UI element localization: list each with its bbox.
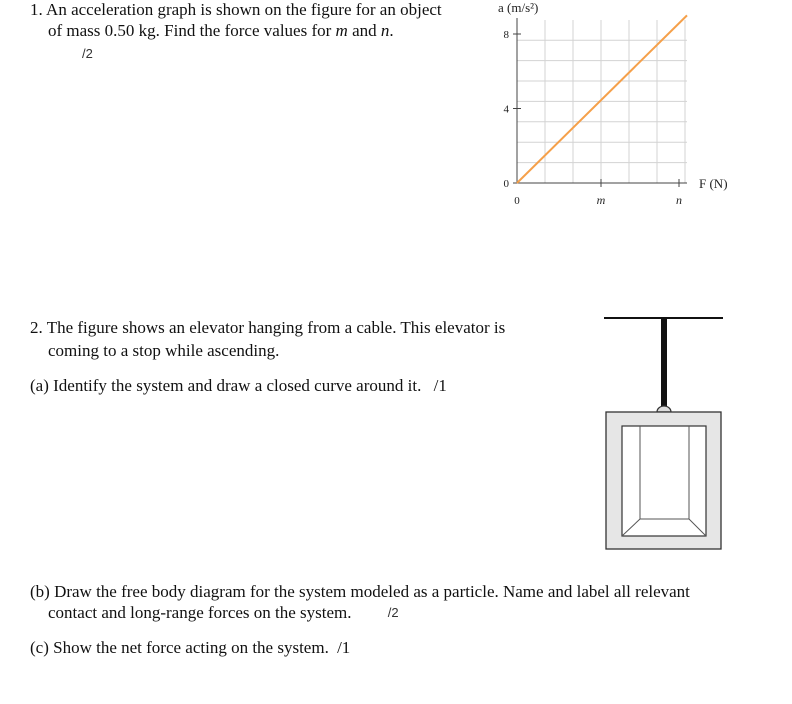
q1-period: . (389, 21, 394, 40)
y-tick-label: 4 (503, 103, 509, 116)
q1-line2 (48, 21, 394, 41)
q1-line1: 1. An acceleration graph is shown on the figure for an object (30, 0, 442, 19)
q2-part-b-line2-text: contact and long-range forces on the system. (48, 603, 352, 622)
q1-marks: /2 (82, 46, 93, 61)
elevator-floor-left (622, 519, 640, 536)
q1-var-n: n (380, 21, 390, 40)
q2-part-c-text: (c) Show the net force acting on the system. (30, 638, 329, 657)
x-tick-label: m (596, 193, 606, 207)
elevator-floor-right (689, 519, 706, 536)
y-axis-label: a (m/s²) (498, 0, 539, 15)
q1-and: and (347, 21, 381, 40)
y-tick-label: 0 (503, 178, 509, 190)
graph-grid (517, 20, 687, 183)
x-tick-label: 0 (514, 195, 520, 207)
q1-line2-text: of mass 0.50 kg. Find the force values for (48, 21, 336, 40)
q2-line2: coming to a stop while ascending. (48, 341, 280, 360)
elevator-inner (622, 426, 706, 536)
cable-hook (657, 406, 671, 412)
graph-axes (517, 18, 687, 183)
graph-labels (498, 0, 728, 207)
q2-part-b-line2 (48, 603, 399, 624)
series-line (517, 15, 687, 183)
q2-part-a (30, 376, 447, 396)
q1-var-m: m (335, 21, 348, 40)
q2-part-b-marks: /2 (387, 605, 399, 620)
graph-series (517, 15, 687, 183)
graph-ticks (513, 34, 679, 187)
elevator-outer (606, 412, 721, 549)
q2-part-c-marks: /1 (337, 638, 351, 657)
x-tick-label: n (676, 193, 682, 207)
y-tick-label: 8 (503, 29, 509, 41)
x-axis-label: F (N) (699, 176, 728, 191)
q2-part-c (30, 638, 350, 658)
q2-line1: 2. The figure shows an elevator hanging from a cable. This elevator is (30, 318, 506, 337)
q2-part-a-text: (a) Identify the system and draw a closed curve around it. (30, 376, 422, 395)
q2-part-a-marks: /1 (433, 376, 447, 395)
q2-part-b-line1: (b) Draw the free body diagram for the system modeled as a particle. Name and label all relevant (30, 582, 690, 601)
